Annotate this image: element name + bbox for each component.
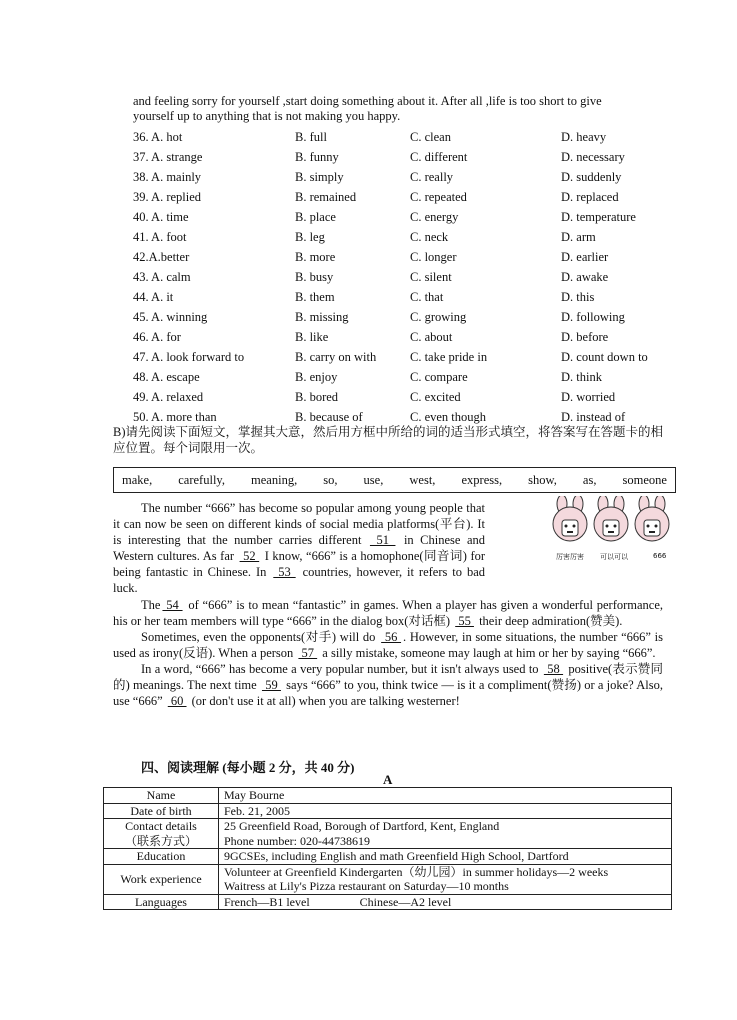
option-choice: 39. A. replied xyxy=(133,190,202,204)
option-choice: B. bored xyxy=(295,390,339,404)
word-box xyxy=(113,467,676,493)
option-choice: B. simply xyxy=(295,170,344,184)
option-choice: C. about xyxy=(410,330,453,344)
option-choice: C. energy xyxy=(410,210,459,224)
table-row xyxy=(104,803,672,819)
option-choice: C. neck xyxy=(410,230,449,244)
paragraph-text: countries, however, it refers to bad luck. xyxy=(113,565,485,596)
intro-line: yourself up to anything that is not making you happy. xyxy=(133,109,401,123)
option-row xyxy=(133,227,673,247)
table-key-line: Date of birth xyxy=(130,803,192,818)
option-choice: C. longer xyxy=(410,250,457,264)
option-choice: B. missing xyxy=(295,310,349,324)
option-row xyxy=(133,307,673,327)
option-choice: 46. A. for xyxy=(133,330,181,344)
blank-51: 51 xyxy=(369,533,396,548)
blank-56: 56 xyxy=(381,629,402,644)
table-key-cell xyxy=(104,894,219,910)
table-value-line: Chinese—A2 level xyxy=(359,894,452,909)
option-choice: D. before xyxy=(561,330,609,344)
intro-text xyxy=(133,94,663,124)
option-choice: B. more xyxy=(295,250,336,264)
table-value-cell xyxy=(219,788,672,804)
option-choice: B. busy xyxy=(295,270,334,284)
table-value-cell xyxy=(219,864,672,894)
option-choice: C. compare xyxy=(410,370,468,384)
option-row xyxy=(133,367,673,387)
table-value-line: Feb. 21, 2005 xyxy=(224,803,290,818)
option-choice: 42.A.better xyxy=(133,250,190,264)
option-choice: C. take pride in xyxy=(410,350,488,364)
option-choice: 38. A. mainly xyxy=(133,170,202,184)
table-value-cell xyxy=(219,819,672,849)
table-row xyxy=(104,819,672,849)
option-choice: 48. A. escape xyxy=(133,370,200,384)
option-choice: B. place xyxy=(295,210,336,224)
table-key-line: Education xyxy=(136,849,186,863)
table-row xyxy=(104,864,672,894)
option-choice: C. even though xyxy=(410,410,487,424)
option-choice: 50. A. more than xyxy=(133,410,217,424)
table-key-cell xyxy=(104,788,219,804)
option-choice: B. remained xyxy=(295,190,357,204)
blank-55: 55 xyxy=(455,613,474,628)
option-row xyxy=(133,327,673,347)
cloze-options xyxy=(133,127,673,427)
paragraph-4 xyxy=(113,661,663,709)
table-value-line: Waitress at Lily's Pizza restaurant on Saturday—10 months xyxy=(224,879,509,893)
table-value-line: French—B1 level xyxy=(224,894,310,909)
table-value-line: Phone number: 020-44738619 xyxy=(224,833,370,848)
option-choice: D. temperature xyxy=(561,210,636,224)
table-key-line: （联系方式） xyxy=(124,833,197,848)
option-choice: B. enjoy xyxy=(295,370,338,384)
option-row xyxy=(133,267,673,287)
option-row xyxy=(133,287,673,307)
table-value-cell xyxy=(219,894,672,910)
table-row xyxy=(104,894,672,910)
word-box-item: show, xyxy=(528,472,557,487)
option-choice: C. clean xyxy=(410,130,451,144)
option-choice: 36. A. hot xyxy=(133,130,183,144)
option-choice: D. instead of xyxy=(561,410,626,424)
option-choice: D. suddenly xyxy=(561,170,622,184)
option-choice: D. arm xyxy=(561,230,596,244)
option-choice: D. following xyxy=(561,310,625,324)
table-key-cell xyxy=(104,819,219,849)
table-key-cell xyxy=(104,864,219,894)
table-value-cell xyxy=(219,849,672,865)
passage-label: A xyxy=(383,772,393,787)
paragraph-text: of “666” is to mean “fantastic” in games. When a player has given a wonderful performance, his or her team members will type “666” in the dialog box(对话框) xyxy=(113,597,664,628)
section-b-instructions: B)请先阅读下面短文，掌握其大意，然后用方框中所给的词的适当形式填空，将答案写在答题卡的相应位置。每个词限用一次。 xyxy=(113,425,664,455)
word-box-item: so, xyxy=(323,472,338,487)
blank-58: 58 xyxy=(543,661,564,676)
passage-666 xyxy=(113,500,663,709)
table-value-cell xyxy=(219,803,672,819)
table-key-line: Work experience xyxy=(120,871,202,886)
table-key-line: Name xyxy=(146,788,176,802)
option-row xyxy=(133,247,673,267)
intro-line: and feeling sorry for yourself ,start doing something about it. After all ,life is too short to give xyxy=(133,94,602,108)
paragraph-1 xyxy=(113,500,485,597)
option-choice: D. heavy xyxy=(561,130,607,144)
option-choice: C. repeated xyxy=(410,190,467,204)
word-box-item: west, xyxy=(409,472,436,487)
blank-54: 54 xyxy=(162,597,183,612)
option-row xyxy=(133,167,673,187)
paragraph-text: in Chinese and Western cultures. As far xyxy=(113,533,486,564)
table-key-cell xyxy=(104,849,219,865)
table-key-cell xyxy=(104,803,219,819)
blank-53: 53 xyxy=(273,565,296,580)
table-key-line: Languages xyxy=(135,894,187,909)
blank-52: 52 xyxy=(239,549,260,564)
option-choice: D. awake xyxy=(561,270,609,284)
option-choice: C. excited xyxy=(410,390,461,404)
option-choice: 45. A. winning xyxy=(133,310,208,324)
option-choice: B. funny xyxy=(295,150,339,164)
paragraph-text: a silly mistake, someone may laugh at him or her by saying “666”. xyxy=(319,645,656,660)
option-choice: 43. A. calm xyxy=(133,270,191,284)
option-choice: D. this xyxy=(561,290,595,304)
word-box-item: meaning, xyxy=(251,472,298,487)
word-box-item: someone xyxy=(622,472,667,487)
option-choice: D. necessary xyxy=(561,150,625,164)
option-choice: 49. A. relaxed xyxy=(133,390,204,404)
paragraph-text: positive(表示赞同的) meanings. The next time xyxy=(113,661,664,693)
word-box-item: as, xyxy=(582,472,597,487)
option-choice: C. that xyxy=(410,290,444,304)
table-row xyxy=(104,849,672,865)
option-row xyxy=(133,147,673,167)
table-row xyxy=(104,788,672,804)
option-row xyxy=(133,347,673,367)
option-choice: B. carry on with xyxy=(295,350,377,364)
cartoon-caption: 666 xyxy=(653,552,667,560)
option-choice: D. worried xyxy=(561,390,616,404)
option-row xyxy=(133,207,673,227)
option-choice: 44. A. it xyxy=(133,290,174,304)
option-choice: 47. A. look forward to xyxy=(133,350,245,364)
option-choice: D. earlier xyxy=(561,250,609,264)
paragraph-text: I know, “666” is a homophone(同音词) for being fantastic in Chinese. In xyxy=(113,549,486,580)
option-choice: B. like xyxy=(295,330,329,344)
option-row xyxy=(133,187,673,207)
option-choice: C. really xyxy=(410,170,454,184)
blank-57: 57 xyxy=(298,645,318,660)
option-choice: 40. A. time xyxy=(133,210,189,224)
option-row xyxy=(133,127,673,147)
option-choice: D. replaced xyxy=(561,190,619,204)
option-choice: D. think xyxy=(561,370,602,384)
table-key-line: Contact details xyxy=(125,819,197,833)
paragraph-text: (or don't use it at all) when you are talking westerner! xyxy=(188,694,460,709)
table-value-line: May Bourne xyxy=(224,788,285,802)
option-choice: C. silent xyxy=(410,270,452,284)
option-choice: C. growing xyxy=(410,310,467,324)
paragraph-2 xyxy=(113,597,663,629)
option-choice: 37. A. strange xyxy=(133,150,203,164)
blank-60: 60 xyxy=(167,694,187,709)
blank-59: 59 xyxy=(261,678,281,693)
paragraph-text: The number “666” has become so popular among young people that it can now be seen on different kinds of social media platforms(平台). It is interesting that the number carries different xyxy=(113,501,485,548)
table-value-line: Volunteer at Greenfield Kindergarten（幼儿园）in summer holidays—2 weeks xyxy=(224,864,609,879)
option-choice: B. because of xyxy=(295,410,363,424)
paragraph-text: . However, in some situations, the number “666” is used as irony(反语). When a person xyxy=(113,629,664,660)
cartoon-caption: 可以可以 xyxy=(600,553,628,561)
table-value-line: 9GCSEs, including English and math Greenfield High School, Dartford xyxy=(224,849,569,863)
option-choice: B. them xyxy=(295,290,335,304)
paragraph-text: The xyxy=(141,597,161,612)
cartoon-caption: 厉害厉害 xyxy=(556,553,584,561)
option-row xyxy=(133,387,673,407)
paragraph-text: In a word, “666” has become a very popular number, but it isn't always used to xyxy=(141,661,542,676)
resume-table xyxy=(103,787,672,910)
section-4-heading: 四、阅读理解 (每小题 2 分，共 40 分) xyxy=(141,760,355,775)
option-choice: B. leg xyxy=(295,230,325,244)
word-box-item: express, xyxy=(461,472,503,487)
table-value-line: 25 Greenfield Road, Borough of Dartford, Kent, England xyxy=(224,819,500,833)
option-choice: D. count down to xyxy=(561,350,648,364)
word-box-item: make, xyxy=(122,472,153,487)
option-choice: C. different xyxy=(410,150,468,164)
option-choice: B. full xyxy=(295,130,327,144)
paragraph-3 xyxy=(113,629,663,661)
paragraph-text: Sometimes, even the opponents(对手) will do xyxy=(141,629,380,644)
word-box-item: use, xyxy=(363,472,384,487)
word-box-item: carefully, xyxy=(178,472,225,487)
option-choice: 41. A. foot xyxy=(133,230,187,244)
paragraph-text: their deep admiration(赞美). xyxy=(475,613,623,628)
paragraph-text: says “666” to you, think twice — is it a compliment(赞扬) or a joke? Also, use “666” xyxy=(113,678,664,709)
